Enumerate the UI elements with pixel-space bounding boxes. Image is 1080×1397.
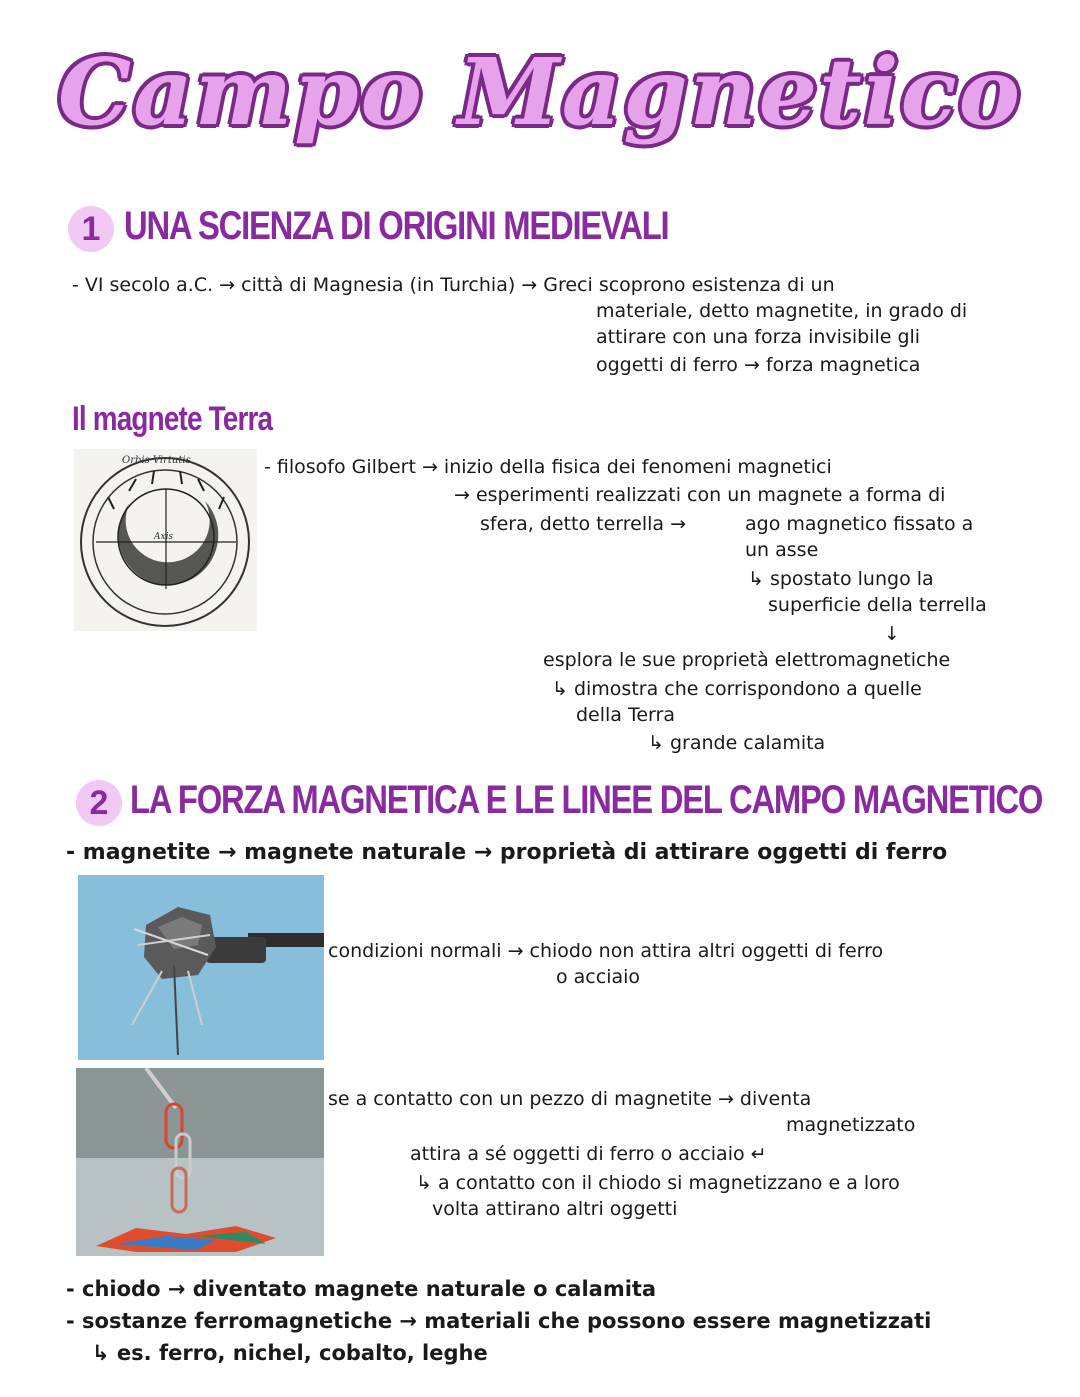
section-1-line-4: oggetti di ferro → forza magnetica [596, 354, 921, 376]
paperclips-photo [76, 1068, 324, 1256]
figure-label-axis: Axis [154, 532, 174, 542]
terrella-illustration [74, 449, 257, 631]
section-2-intro: - magnetite → magnete naturale → proprietà di attirare oggetti di ferro [66, 840, 948, 865]
earth-line-10: ↳ dimostra che corrispondono a quelle [552, 678, 922, 700]
paperclips-drawing [76, 1068, 324, 1256]
earth-line-6: ↳ spostato lungo la [748, 568, 934, 590]
photo2-line-5: volta attirano altri oggetti [432, 1198, 678, 1220]
photo2-line-4: ↳ a contatto con il chiodo si magnetizzano e a loro [416, 1172, 900, 1194]
photo2-line-3: attira a sé oggetti di ferro o acciaio ↵ [410, 1143, 767, 1165]
earth-line-3: sfera, detto terrella → [480, 513, 686, 535]
earth-subtitle: Il magnete Terra [72, 400, 273, 438]
earth-line-11: della Terra [576, 704, 675, 726]
bottom-line-2: - sostanze ferromagnetiche → materiali che possono essere magnetizzati [66, 1309, 932, 1333]
section-1-title: UNA SCIENZA DI ORIGINI MEDIEVALI [124, 204, 669, 248]
photo1-line-2: o acciaio [556, 966, 641, 988]
earth-line-7: superficie della terrella [768, 594, 987, 616]
earth-line-12: ↳ grande calamita [648, 732, 826, 754]
earth-line-9: esplora le sue proprietà elettromagnetiche [543, 649, 951, 671]
earth-line-5: un asse [745, 539, 819, 561]
section-2-number: 2 [76, 780, 122, 826]
section-1-line-3: attirare con una forza invisibile gli [596, 326, 921, 348]
photo1-line-1: condizioni normali → chiodo non attira altri oggetti di ferro [328, 940, 884, 962]
section-2-title: LA FORZA MAGNETICA E LE LINEE DEL CAMPO MAGNETICO [130, 778, 1043, 822]
figure-label-orbis: Orbis Virtutis [122, 455, 191, 466]
bottom-line-3: ↳ es. ferro, nichel, cobalto, leghe [92, 1341, 488, 1365]
section-1-line-1: - VI secolo a.C. → città di Magnesia (in Turchia) → Greci scoprono esistenza di un [72, 274, 835, 296]
photo2-line-1: se a contatto con un pezzo di magnetite → diventa [328, 1088, 812, 1110]
magnetite-drawing [78, 875, 324, 1060]
section-1-line-2: materiale, detto magnetite, in grado di [596, 300, 968, 322]
earth-line-1: - filosofo Gilbert → inizio della fisica dei fenomeni magnetici [264, 456, 832, 478]
earth-line-4: ago magnetico fissato a [745, 513, 974, 535]
earth-line-2: → esperimenti realizzati con un magnete a forma di [454, 484, 946, 506]
section-1-number: 1 [68, 206, 114, 252]
bottom-line-1: - chiodo → diventato magnete naturale o calamita [66, 1277, 657, 1301]
magnetite-photo [78, 875, 324, 1060]
photo2-line-2: magnetizzato [786, 1114, 916, 1136]
page-title: Campo Magnetico [58, 38, 1022, 146]
earth-line-8: ↓ [884, 623, 900, 645]
terrella-drawing [74, 449, 257, 631]
